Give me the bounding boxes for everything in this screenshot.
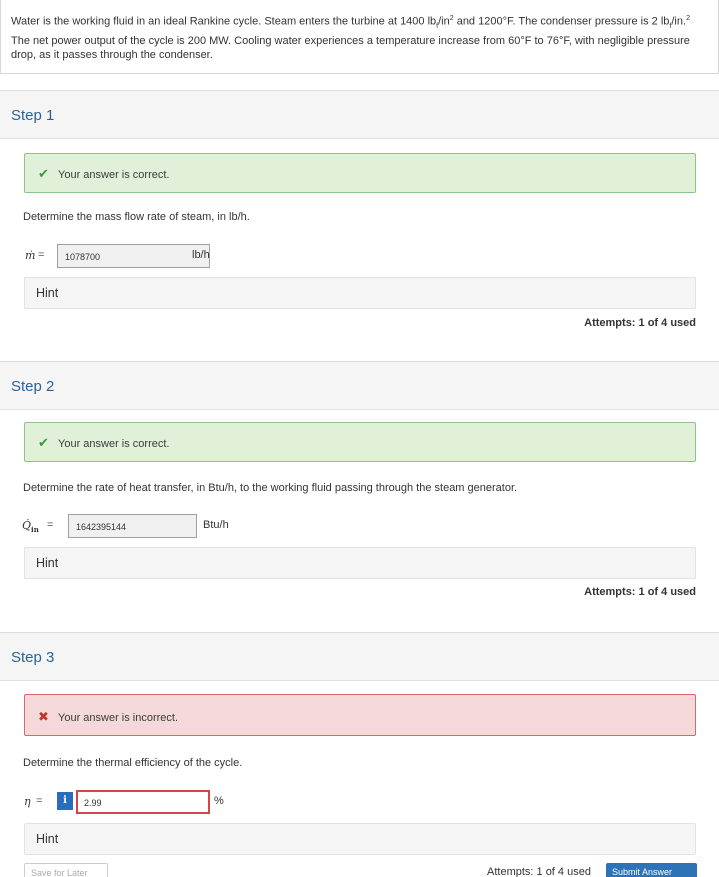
problem-text-4: /in. xyxy=(671,15,687,28)
step-1-symbol: ṁ xyxy=(25,249,36,262)
step-2-answer-row xyxy=(22,514,322,538)
step-1-body xyxy=(0,139,719,345)
step-3-body xyxy=(0,681,719,877)
step-2-body xyxy=(0,410,719,615)
submit-answer-button[interactable]: Submit Answer xyxy=(606,863,697,877)
step-1-question: Determine the mass flow rate of steam, in lb/h. xyxy=(23,211,250,223)
step-2-feedback xyxy=(24,422,696,462)
step-2-attempts: Attempts: 1 of 4 used xyxy=(584,586,696,598)
step-3-answer-field[interactable]: 2.99 xyxy=(76,790,210,814)
footer-attempts: Attempts: 1 of 4 used xyxy=(487,866,591,877)
step-2-symbol-sub: in xyxy=(31,525,39,535)
step-3-equals: = xyxy=(36,795,43,807)
step-1-equals: = xyxy=(38,249,45,261)
step-3-feedback xyxy=(24,694,696,736)
save-for-later-button[interactable]: Save for Later xyxy=(24,863,108,877)
check-icon: ✔ xyxy=(38,166,49,181)
step-3-symbol: η xyxy=(24,795,31,808)
step-3-panel xyxy=(0,632,719,877)
step-2-answer-field[interactable]: 1642395144 xyxy=(68,514,197,538)
step-3-hint-button[interactable]: Hint xyxy=(24,823,696,855)
step-2-feedback-text: Your answer is correct. xyxy=(58,438,170,450)
step-1-panel xyxy=(0,90,719,345)
problem-text-5: The net power output of the cycle is 200 MW. Cooling water experiences a temperature increase from 60°F to 76°F, with negligible pressure drop, as it passes through the condenser. xyxy=(11,34,690,61)
problem-text-1: Water is the working fluid in an ideal Rankine cycle. Steam enters the turbine at 1400 lb xyxy=(11,15,437,28)
step-2-panel xyxy=(0,361,719,615)
step-1-hint-button[interactable]: Hint xyxy=(24,277,696,309)
step-2-question: Determine the rate of heat transfer, in Btu/h, to the working fluid passing through the steam generator. xyxy=(23,482,518,494)
problem-sup-2-1: 2 xyxy=(449,15,454,22)
problem-sub-f-1: f xyxy=(436,22,439,30)
step-1-unit: lb/h xyxy=(192,249,210,261)
step-3-question: Determine the thermal efficiency of the cycle. xyxy=(23,757,243,769)
problem-sup-2-2: 2 xyxy=(686,15,690,22)
problem-sub-f-2: f xyxy=(669,22,672,30)
step-3-unit: % xyxy=(214,795,224,807)
step-1-answer-row xyxy=(22,244,322,268)
step-1-attempts: Attempts: 1 of 4 used xyxy=(584,317,696,329)
step-3-feedback-text: Your answer is incorrect. xyxy=(58,712,179,724)
step-1-feedback-text: Your answer is correct. xyxy=(58,169,170,181)
info-icon[interactable]: i xyxy=(57,792,73,810)
step-2-hint-button[interactable]: Hint xyxy=(24,547,696,579)
step-1-title: Step 1 xyxy=(0,91,719,139)
step-2-symbol xyxy=(22,519,39,534)
check-icon: ✔ xyxy=(38,435,49,450)
x-icon: ✖ xyxy=(38,709,49,724)
step-3-title: Step 3 xyxy=(0,633,719,681)
step-2-title: Step 2 xyxy=(0,362,719,410)
step-3-answer-row xyxy=(22,790,322,814)
problem-statement xyxy=(0,0,719,74)
step-1-feedback xyxy=(24,153,696,193)
problem-text-2: /in xyxy=(438,15,450,28)
step-2-unit: Btu/h xyxy=(203,519,229,531)
problem-text-3: and 1200°F. The condenser pressure is 2 lb xyxy=(453,15,670,28)
step-1-answer-field[interactable]: 1078700 xyxy=(57,244,210,268)
step-2-symbol-text: Q̇ xyxy=(22,519,32,532)
step-2-equals: = xyxy=(47,519,54,531)
